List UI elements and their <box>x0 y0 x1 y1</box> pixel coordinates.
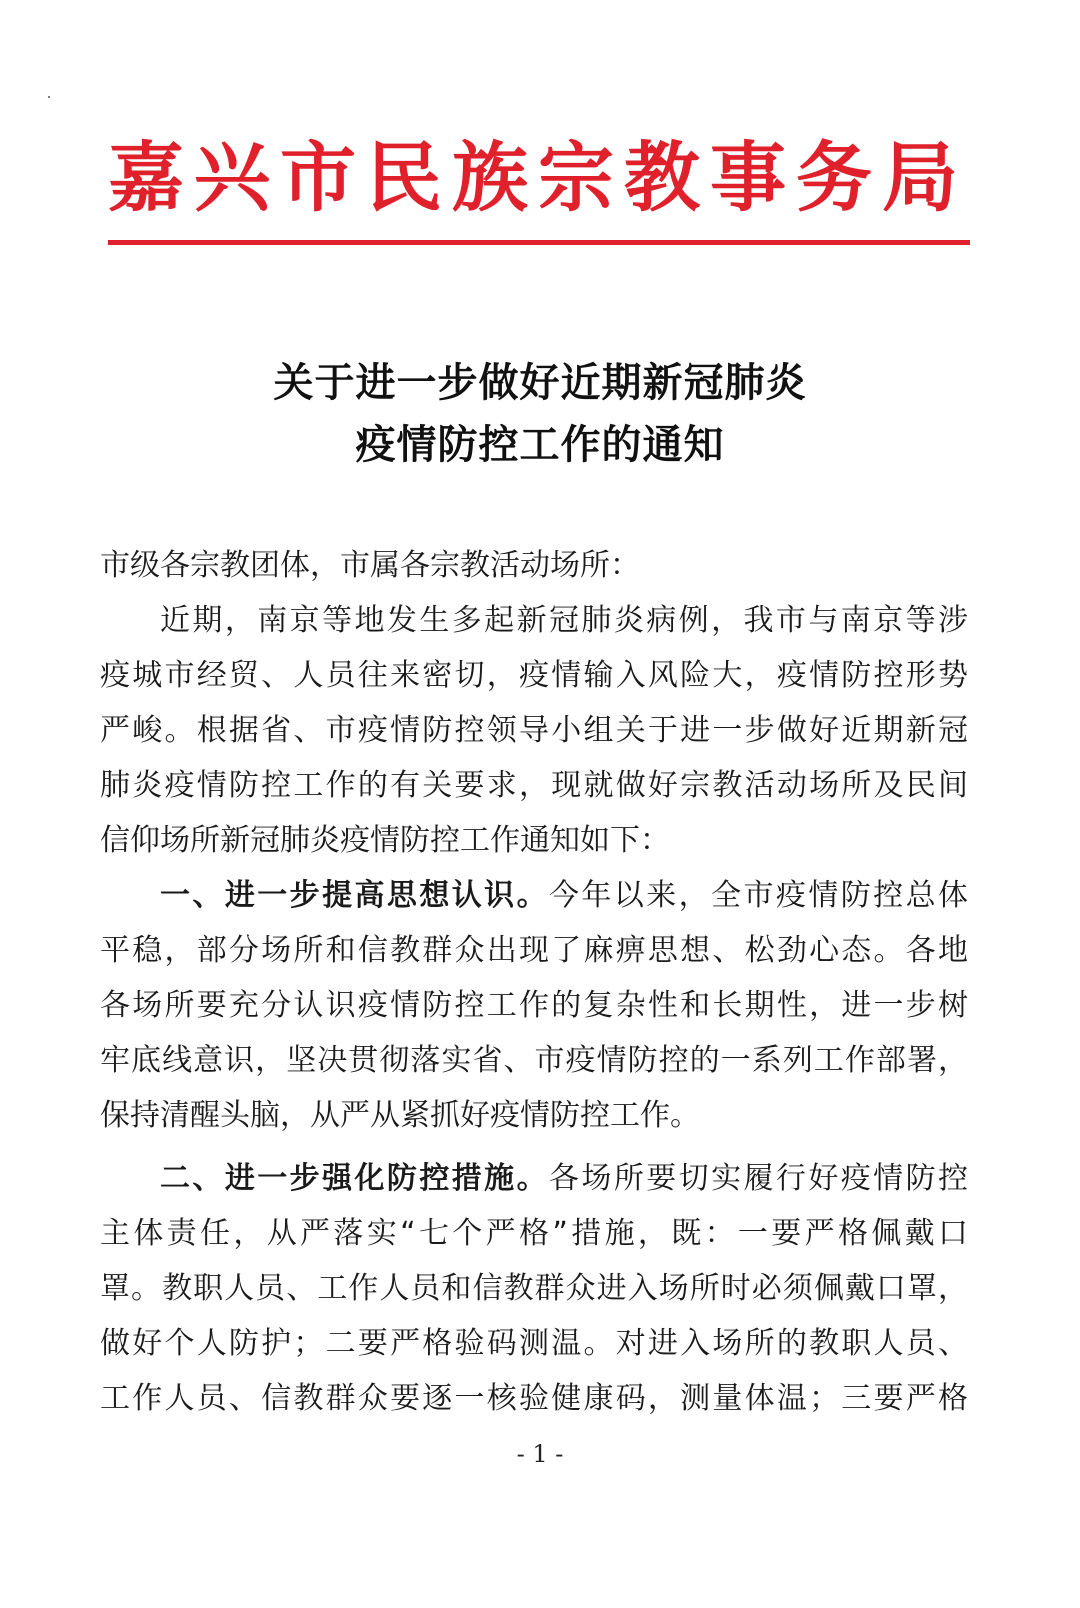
section1-line-3: 各场所要充分认识疫情防控工作的复杂性和长期性，进一步树 <box>100 988 968 1023</box>
intro-line-2: 疫城市经贸、人员往来密切，疫情输入风险大，疫情防控形势 <box>100 658 968 693</box>
section2-line-3: 罩。教职人员、工作人员和信教群众进入场所时必须佩戴口罩， <box>100 1271 968 1306</box>
section2-first-line <box>100 1151 968 1206</box>
masthead-org-name: 嘉兴市民族宗教事务局 <box>108 133 968 222</box>
section2-line-2: 主体责任，从严落实“七个严格”措施，既：一要严格佩戴口 <box>100 1216 968 1251</box>
section1-first-rest: 今年以来，全市疫情防控总体 <box>549 878 968 913</box>
salutation: 市级各宗教团体，市属各宗教活动场所： <box>100 548 640 583</box>
title-line-2: 疫情防控工作的通知 <box>355 421 725 468</box>
intro-line-3: 严峻。根据省、市疫情防控领导小组关于进一步做好近期新冠 <box>100 713 968 748</box>
page-number: - 1 - <box>516 1440 564 1468</box>
section1-first-line <box>100 868 968 923</box>
section1-line-2: 平稳，部分场所和信教群众出现了麻痹思想、松劲心态。各地 <box>100 933 968 968</box>
intro-line-5: 信仰场所新冠肺炎疫情防控工作通知如下： <box>100 823 670 858</box>
section1-heading: 一、进一步提高思想认识。 <box>160 878 549 913</box>
scan-speck <box>48 96 50 98</box>
document-body <box>100 538 968 1426</box>
section2-line-4: 做好个人防护；二要严格验码测温。对进入场所的教职人员、 <box>100 1326 968 1361</box>
document-title <box>0 352 1080 476</box>
section1-line-5: 保持清醒头脑，从严从紧抓好疫情防控工作。 <box>100 1098 700 1133</box>
intro-line-4: 肺炎疫情防控工作的有关要求，现就做好宗教活动场所及民间 <box>100 768 968 803</box>
section1-line-4: 牢底线意识，坚决贯彻落实省、市疫情防控的一系列工作部署， <box>100 1043 968 1078</box>
title-line-1: 关于进一步做好近期新冠肺炎 <box>273 359 807 406</box>
intro-line-1: 近期，南京等地发生多起新冠肺炎病例，我市与南京等涉 <box>160 603 968 638</box>
section2-first-rest: 各场所要切实履行好疫情防控 <box>549 1161 968 1196</box>
masthead-red-rule <box>108 240 970 245</box>
section2-line-5: 工作人员、信教群众要逐一核验健康码，测量体温；三要严格 <box>100 1381 968 1416</box>
section2-heading: 二、进一步强化防控措施。 <box>160 1161 549 1196</box>
